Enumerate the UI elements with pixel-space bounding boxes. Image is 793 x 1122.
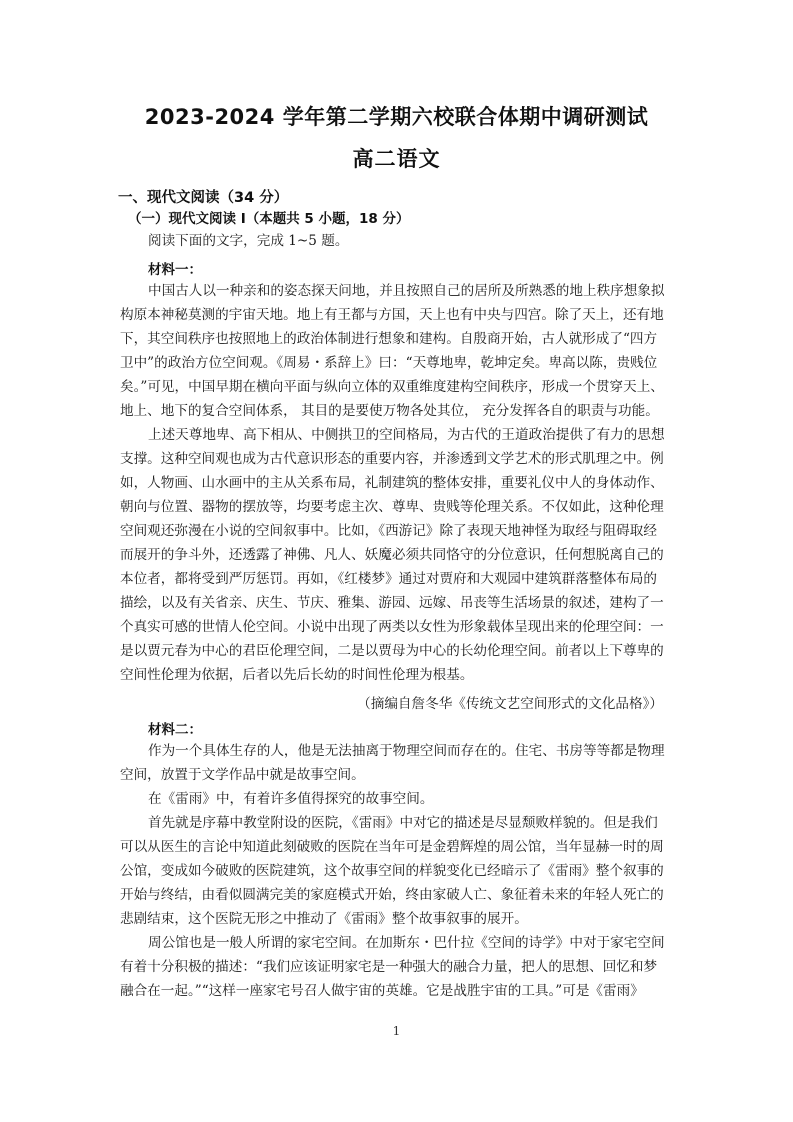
paragraph-line: 中国古人以一种亲和的姿态探天问地，并且按照自己的居所及所熟悉的地上秩序想象拟 <box>148 283 665 299</box>
material-two-label: 材料二： <box>148 722 202 738</box>
source-citation: （摘编自詹冬华《传统文艺空间形式的文化品格》） <box>357 696 663 712</box>
instruction-text: 阅读下面的文字，完成 1~5 题。 <box>148 233 349 249</box>
paragraph-line: 是以贾元春为中心的君臣伦理空间，二是以贾母为中心的长幼伦理空间。前者以上下尊卑的 <box>120 643 664 659</box>
paragraph-line: 可以从医生的言论中知道此刻破败的医院在当年可是金碧辉煌的周公馆，当年显赫一时的周 <box>120 839 664 855</box>
paragraph-line: 空间观还弥漫在小说的空间叙事中。比如，《西游记》除了表现天地神怪为取经与阻碍取经 <box>120 523 657 539</box>
paragraph-line: 融合在一起。”“这样一座家宅号召人做宇宙的英雄。它是战胜宇宙的工具。”可是《雷雨》 <box>120 983 644 999</box>
paragraph-line: 如，人物画、山水画中的主从关系布局，礼制建筑的整体安排，重要礼仪中人的身体动作、 <box>120 475 664 491</box>
paragraph-line: 构原本神秘莫测的宇宙天地。地上有王都与方国，天上也有中央与四宫。除了天上，还有地 <box>120 307 664 323</box>
paragraph-line: 个真实可感的世情人伦空间。小说中出现了两类以女性为形象载体呈现出来的伦理空间：一 <box>120 619 664 635</box>
paragraph-line: 悲剧结束，这个医院无形之中推动了《雷雨》整个故事叙事的展开。 <box>120 911 528 927</box>
page-number: 1 <box>392 1024 401 1038</box>
paragraph-line: 描绘，以及有关省亲、庆生、节庆、雅集、游园、远嫁、吊丧等生活场景的叙述，建构了一 <box>120 595 664 611</box>
paragraph-line: 朝向与位置、器物的摆放等，均要考虑主次、尊卑、贵贱等伦理关系。不仅如此，这种伦理 <box>120 499 664 515</box>
subsection-heading: （一）现代文阅读 I（本题共 5 小题，18 分） <box>128 211 410 227</box>
paragraph-line: 空间性伦理为依据，后者以先后长幼的时间性伦理为根基。 <box>120 667 474 683</box>
exam-title: 2023-2024 学年第二学期六校联合体期中调研测试 <box>144 105 649 129</box>
material-one-label: 材料一： <box>148 262 202 278</box>
paragraph-line: 空间，放置于文学作品中就是故事空间。 <box>120 767 365 783</box>
paragraph-line: 作为一个具体生存的人，他是无法抽离于物理空间而存在的。住宅、书房等等都是物理 <box>148 743 665 759</box>
paragraph-line: 上述天尊地卑、高下相从、中侧拱卫的空间格局，为古代的王道政治提供了有力的思想 <box>148 427 665 443</box>
paragraph-line: 在《雷雨》中，有着许多值得探究的故事空间。 <box>148 791 434 807</box>
paragraph-line: 下，其空间秩序也按照地上的政治体制进行想象和建构。自殷商开始，古人就形成了“四方 <box>120 331 658 347</box>
subject-title: 高二语文 <box>352 147 441 171</box>
paragraph-line: 支撑。这种空间观也成为古代意识形态的重要内容，并渗透到文学艺术的形式肌理之中。例 <box>120 451 664 467</box>
paragraph-line: 而展开的争斗外，还透露了神佛、凡人、妖魔必须共同恪守的分位意识，任何想脱离自己的 <box>120 547 664 563</box>
paragraph-line: 首先就是序幕中教堂附设的医院，《雷雨》中对它的描述是尽显颓败样貌的。但是我们 <box>148 815 658 831</box>
paragraph-line: 周公馆也是一般人所谓的家宅空间。在加斯东・巴什拉《空间的诗学》中对于家宅空间 <box>148 935 665 951</box>
paragraph-line: 地上、地下的复合空间体系， 其目的是要使万物各处其位， 充分发挥各自的职责与功能。 <box>120 403 659 419</box>
paragraph-line: 开始与终结，由看似圆满完美的家庭模式开始，终由家破人亡、象征着未来的年轻人死亡的 <box>120 887 664 903</box>
paragraph-line: 本位者，都将受到严厉惩罚。再如，《红楼梦》通过对贾府和大观园中建筑群落整体布局的 <box>120 571 657 587</box>
section-heading: 一、现代文阅读（34 分） <box>118 190 289 206</box>
paragraph-line: 有着十分积极的描述：“我们应该证明家宅是一种强大的融合力量，把人的思想、回忆和梦 <box>120 959 658 975</box>
paragraph-line: 卫中”的政治方位空间观。《周易・系辞上》曰：“天尊地卑，乾坤定矣。卑高以陈，贵贱位 <box>120 355 658 371</box>
paragraph-line: 公馆，变成如今破败的医院建筑，这个故事空间的样貌变化已经暗示了《雷雨》整个叙事的 <box>120 863 664 879</box>
paragraph-line: 矣。”可见，中国早期在横向平面与纵向立体的双重维度建构空间秩序，形成一个贯穿天上、 <box>120 379 664 395</box>
